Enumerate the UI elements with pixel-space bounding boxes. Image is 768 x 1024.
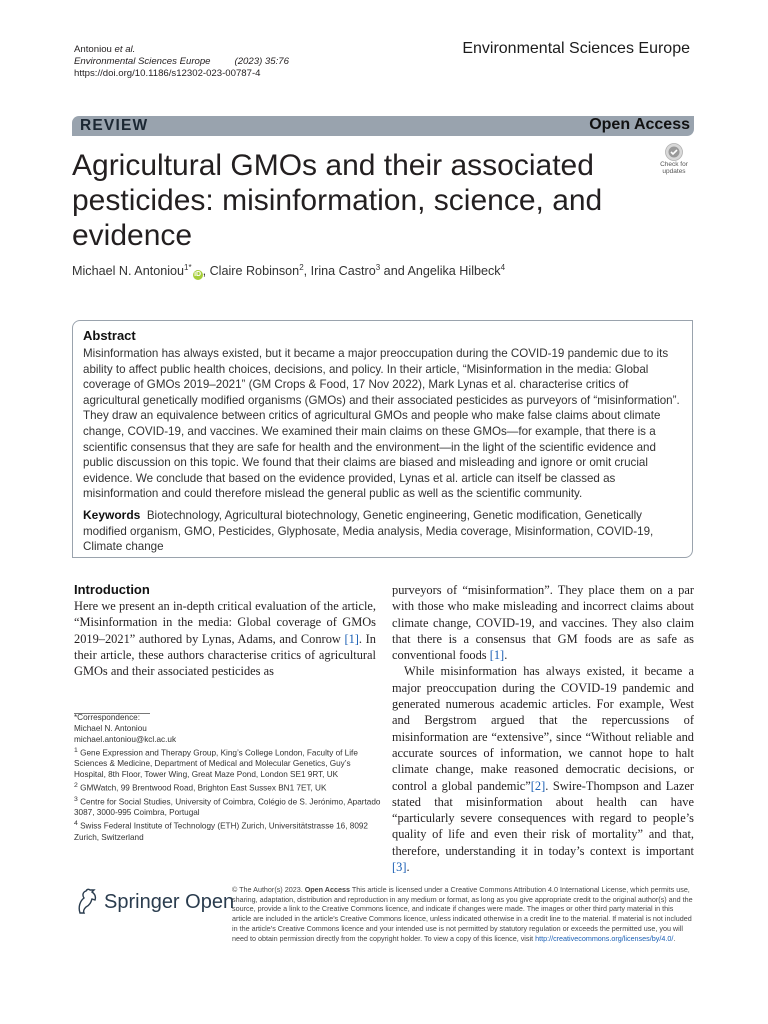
header-doi[interactable]: https://doi.org/10.1186/s12302-023-00787-4	[74, 68, 261, 79]
license-text: © The Author(s) 2023. Open Access This article is licensed under a Creative Commons Attribution 4.0 International License, which permits use, sharing, adaptation, distribution and reproduction in any medium or format, as long as you give appropriate credit to the original author(s) and the source, provide a link to the Creative Commons licence, and indicate if changes were made. The images or other third party material in this article are included in the article’s Creative Commons licence, unless indicated otherwise in a credit line to the material. If material is not included in the article’s Creative Commons licence and your intended use is not permitted by statutory regulation or exceeds the permitted use, you will need to obtain permission directly from the copyright holder. To view a copy of this licence, visit http://creativecommons.org/licenses/by/4.0/.	[232, 885, 693, 943]
article-title: Agricultural GMOs and their associated pesticides: misinformation, science, and evidence	[72, 149, 603, 252]
affiliation-4: $^4$ Swiss Federal Institute of Technology (ETH) Zurich, Universitätstrasse 16, 8092 Zurich, Switzerland	[74, 820, 368, 842]
citation-link[interactable]: [1]	[489, 648, 505, 663]
abstract-box	[72, 320, 693, 558]
paragraph: While misinformation has always existed, it became a major preoccupation during the COVID-19 pandemic and generated numerous academic articles. For example, West and Bergstrom argued that the repercussions of misinformation are “extensive”, since “Without reliable and accurate sources of information, we cannot hope to halt climate change, make reasoned democratic decisions, or control a global pandemic”[2]. Swire-Thompson and Lazer stated that misinformation about health can have “particularly severe consequences with regard to people’s quality of life and even their risk of mortality” and that, therefore, understanding it in today’s context is important [3].	[392, 664, 694, 875]
correspondence-name: Michael N. Antoniou	[74, 723, 147, 733]
correspondence-email[interactable]: michael.antoniou@kcl.ac.uk	[74, 734, 177, 744]
body-column-right	[392, 582, 694, 875]
article-type-label: REVIEW	[80, 117, 149, 134]
springer-horse-icon	[74, 887, 100, 917]
citation-link[interactable]: [2]	[530, 778, 546, 793]
footnotes	[74, 713, 384, 844]
check-for-updates-badge[interactable]	[656, 143, 692, 179]
affiliation-1: $^1$ Gene Expression and Therapy Group, King’s College London, Faculty of Life Sciences & Medicine, Department of Medical and Molecular Genetics, Guy’s Hospital, 8th Floor, Tower Wing, Great Maze Pond, London SE1 9RT, UK	[74, 746, 358, 780]
keywords-label: Keywords	[83, 507, 141, 522]
check-for-updates-icon	[656, 143, 692, 163]
keywords	[83, 508, 683, 555]
citation-link[interactable]: [1]	[344, 631, 359, 646]
citation-link[interactable]: [3]	[392, 860, 407, 875]
body-column-left: Here we present an in-depth critical evaluation of the article, “Misinformation in the media: Global coverage of GMOs 2019–2021” authored by Lynas, Adams, and Conrow [1]. In their article, these authors characterise critics of agricultural GMOs and their associated pesticides as	[74, 599, 376, 679]
paragraph: purveyors of “misinformation”. They place them on a par with those who make misleading and incorrect claims about climate change, COVID-19, and vaccines. They also claim that there is a consensus that GM foods are as safe as conventional foods [1].	[392, 583, 694, 663]
affiliation-3: $^3$ Centre for Social Studies, University of Coimbra, Colégio de S. Jerónimo, Apartado 3087, 3000-995 Coimbra, Portugal	[74, 795, 381, 818]
header-citation: Environmental Sciences Europe (2023) 35:76	[74, 56, 289, 67]
affiliation-2: $^2$ GMWatch, 99 Brentwood Road, Brighton East Sussex BN1 7ET, UK	[74, 782, 327, 793]
running-header	[74, 44, 289, 80]
abstract-text: Misinformation has always existed, but it became a major preoccupation during the COVID-19 pandemic due to its ability to affect public health choices, decisions, and policy. In their article, “Misinformation in the media: Global coverage of GMOs 2019–2021” (GM Crops & Food, 17 Nov 2022), Mark Lynas et al. characterise critics of agricultural genetically modified organisms (GMOs) and their associated pesticides as purveyors of “misinformation”. They draw an equivalence between critics of agricultural GMOs and people who make false claims about climate change, COVID-19, and vaccines. We examined their main claims on these GMOs—for example, that there is a scientific consensus that they are safe for health and the environment—in the light of the scientific evidence and public discussion on this topic. We found that their claims are biased and misleading and ignore or omit crucial evidence. We conclude that based on the evidence provided, Lynas et al. article can itself be classed as misinformation and could therefore mislead the general public as well as the scientific community.	[83, 347, 680, 501]
springer-open-logo[interactable]	[74, 887, 235, 919]
publisher-name: Springer Open	[104, 891, 235, 913]
section-heading-introduction: Introduction	[74, 582, 150, 597]
license-link[interactable]: http://creativecommons.org/licenses/by/4.0/	[535, 933, 674, 943]
journal-name: Environmental Sciences Europe	[462, 40, 690, 57]
keywords-text: Biotechnology, Agricultural biotechnology, Genetic engineering, Genetic modification, Genetically modified organism, GMO, Pesticides, Glyphosate, Media analysis, Media coverage, Misinformation, COVID-19, Climate change	[83, 508, 654, 554]
abstract-heading: Abstract	[83, 328, 136, 343]
correspondence-label: *Correspondence:	[74, 713, 140, 722]
open-access-label: Open Access	[589, 116, 690, 133]
check-for-updates-label: Check for updates	[660, 161, 688, 175]
orcid-icon[interactable]: iD	[194, 271, 202, 279]
article-type-bar	[72, 116, 694, 136]
author-name[interactable]: Michael N. Antoniou	[72, 264, 185, 279]
header-authors: Antoniou et al.	[74, 44, 136, 55]
author-list: Michael N. Antoniou$^{1*}$iD , Claire Robinson$^2$, Irina Castro$^3$ and Angelika Hilbeck$^4$	[72, 263, 506, 279]
